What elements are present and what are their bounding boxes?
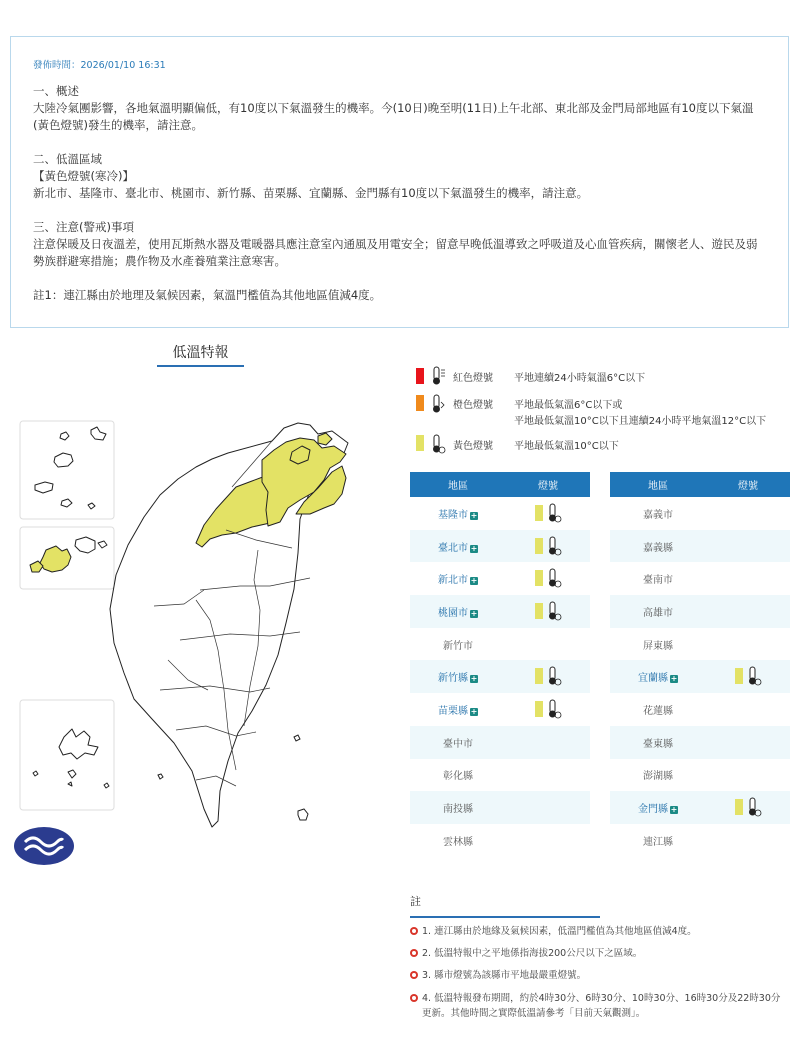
bullet-icon [410, 949, 418, 957]
expand-plus-icon[interactable]: + [470, 608, 478, 618]
table-row [610, 693, 790, 726]
section-overview-title: 一、概述 [33, 84, 79, 98]
region-name: 雲林縣 [443, 836, 473, 848]
region-cell [610, 693, 706, 726]
table-row [610, 562, 790, 595]
region-name: 嘉義縣 [643, 542, 673, 554]
table-row [610, 628, 790, 661]
region-name[interactable]: 桃園市 [438, 607, 468, 619]
column-header-region: 地區 [410, 472, 506, 497]
legend-yellow-swatch [416, 435, 424, 451]
region-name[interactable]: 基隆市 [438, 509, 468, 521]
legend-red-desc: 平地連續24小時氣溫6°C以下 [514, 373, 646, 384]
expand-plus-icon[interactable]: + [470, 674, 478, 684]
section-caution-body: 注意保暖及日夜溫差，使用瓦斯熱水器及電暖器具應注意室內通風及用電安全；留意早晚低溫導致之呼吸道及心血管疾病，關懷老人、遊民及弱勢族群避寒措施；農作物及水產養殖業注意寒害。 [33, 237, 758, 268]
column-header-signal: 燈號 [506, 472, 590, 497]
legend-yellow-label: 黃色燈號 [453, 441, 493, 452]
signal-cell [506, 497, 590, 530]
region-cell[interactable] [410, 497, 506, 530]
table-row [410, 824, 590, 857]
yellow-signal-swatch [535, 570, 543, 586]
legend-orange-desc-1: 平地最低氣溫6°C以下或 [514, 400, 623, 411]
region-cell[interactable] [410, 530, 506, 563]
legend-orange-swatch [416, 395, 424, 411]
signal-table-left [410, 472, 590, 857]
region-cell [610, 530, 706, 563]
bulletin-note: 註1：連江縣由於地理及氣候因素，氣溫門檻值為其他地區值減4度。 [33, 288, 382, 302]
signal-cell [706, 562, 790, 595]
map-title: 低溫特報 [157, 342, 244, 367]
signal-cell [706, 824, 790, 857]
signal-cell [506, 726, 590, 759]
legend-red-swatch [416, 368, 424, 384]
signal-cell [506, 660, 590, 693]
region-name: 彰化縣 [443, 771, 473, 783]
table-row [410, 595, 590, 628]
table-row [610, 726, 790, 759]
signal-cell [506, 791, 590, 824]
cwa-logo [13, 826, 75, 866]
thermometer-icon [546, 666, 562, 686]
notes-title: 註 [410, 893, 600, 918]
region-name: 臺南市 [643, 575, 673, 587]
signal-cell [706, 628, 790, 661]
table-row [410, 628, 590, 661]
expand-plus-icon[interactable]: + [470, 510, 478, 520]
region-name: 高雄市 [643, 607, 673, 619]
expand-plus-icon[interactable]: + [470, 543, 478, 553]
yellow-signal-swatch [535, 538, 543, 554]
thermometer-icon [546, 503, 562, 523]
region-cell[interactable] [410, 595, 506, 628]
signal-cell [706, 595, 790, 628]
signal-cell [506, 530, 590, 563]
table-row [610, 530, 790, 563]
bullet-icon [410, 994, 418, 1002]
table-row [410, 497, 590, 530]
thermometer-icon [430, 366, 446, 386]
table-row [410, 759, 590, 792]
region-cell [610, 726, 706, 759]
region-cell [410, 791, 506, 824]
note-item: 1. 連江縣由於地緣及氣候因素，低溫門檻值為其他地區值減4度。 [410, 924, 785, 939]
region-cell[interactable] [610, 791, 706, 824]
signal-cell [706, 791, 790, 824]
region-name: 連江縣 [643, 836, 673, 848]
issue-time: 發佈時間：2026/01/10 16:31 [33, 60, 166, 71]
thermometer-icon [546, 699, 562, 719]
signal-cell [706, 726, 790, 759]
signal-cell [706, 497, 790, 530]
section-area-subtitle: 【黃色燈號(寒冷)】 [33, 169, 134, 183]
region-cell [610, 759, 706, 792]
notes [410, 893, 790, 1019]
expand-plus-icon[interactable]: + [670, 674, 678, 684]
thermometer-icon [546, 568, 562, 588]
table-row [410, 693, 590, 726]
expand-plus-icon[interactable]: + [670, 805, 678, 815]
region-name[interactable]: 苗栗縣 [438, 705, 468, 717]
yellow-signal-swatch [535, 505, 543, 521]
region-name: 南投縣 [443, 804, 473, 816]
region-name[interactable]: 新北市 [438, 575, 468, 587]
region-name: 臺中市 [443, 738, 473, 750]
legend-orange-label: 橙色燈號 [453, 400, 493, 411]
legend-yellow-desc: 平地最低氣溫10°C以下 [514, 441, 619, 452]
region-cell[interactable] [410, 660, 506, 693]
legend-red-label: 紅色燈號 [453, 373, 493, 384]
expand-plus-icon[interactable]: + [470, 706, 478, 716]
table-row [610, 759, 790, 792]
thermometer-icon [430, 434, 446, 454]
signal-cell [506, 562, 590, 595]
table-row [610, 660, 790, 693]
region-name[interactable]: 臺北市 [438, 542, 468, 554]
region-cell [610, 824, 706, 857]
region-cell[interactable] [410, 562, 506, 595]
expand-plus-icon[interactable]: + [470, 576, 478, 586]
yellow-signal-swatch [735, 799, 743, 815]
bullet-icon [410, 927, 418, 935]
yellow-signal-swatch [535, 603, 543, 619]
island-liuqiu [158, 774, 163, 779]
section-caution-title: 三、注意(警戒)事項 [33, 220, 134, 234]
table-row [610, 595, 790, 628]
taiwan-map [0, 360, 400, 880]
inset-frame-penghu [20, 700, 114, 810]
region-name[interactable]: 金門縣 [638, 804, 668, 816]
region-name[interactable]: 新竹縣 [438, 673, 468, 685]
thermometer-icon [746, 666, 762, 686]
region-cell [410, 759, 506, 792]
column-header-signal: 燈號 [706, 472, 790, 497]
region-cell[interactable] [410, 693, 506, 726]
signal-cell [506, 824, 590, 857]
section-area-title: 二、低溫區域 [33, 152, 102, 166]
region-cell [410, 628, 506, 661]
table-row [410, 791, 590, 824]
table-row [410, 530, 590, 563]
thermometer-icon [746, 797, 762, 817]
yellow-signal-swatch [735, 668, 743, 684]
signal-table-right [610, 472, 790, 857]
yellow-signal-swatch [535, 668, 543, 684]
signal-cell [706, 530, 790, 563]
bulletin-panel [10, 36, 789, 328]
region-cell [610, 595, 706, 628]
region-name: 新竹市 [443, 640, 473, 652]
table-row [410, 660, 590, 693]
region-cell [610, 497, 706, 530]
region-name: 屏東縣 [643, 640, 673, 652]
island-green [294, 735, 300, 741]
signal-cell [506, 628, 590, 661]
note-item: 2. 低溫特報中之平地係指海拔200公尺以下之區域。 [410, 946, 785, 961]
signal-cell [506, 693, 590, 726]
note-item: 4. 低溫特報發布期間，約於4時30分、6時30分、10時30分、16時30分及22時30分更新。其他時間之實際低溫請參考「目前天氣觀測」。 [410, 991, 785, 1021]
table-row [410, 726, 590, 759]
thermometer-icon [430, 394, 446, 414]
region-cell [610, 562, 706, 595]
section-area-body: 新北市、基隆市、臺北市、桃園市、新竹縣、苗栗縣、宜蘭縣、金門縣有10度以下氣溫發生的機率，請注意。 [33, 186, 589, 200]
legend-orange-desc-2: 平地最低氣溫10°C以下且連續24小時平地氣溫12°C以下 [514, 416, 767, 427]
region-cell[interactable] [610, 660, 706, 693]
table-row [610, 824, 790, 857]
section-overview-body: 大陸冷氣團影響，各地氣溫明顯偏低，有10度以下氣溫發生的機率。今(10日)晚至明(11日)上午北部、東北部及金門局部地區有10度以下氣溫(黃色燈號)發生的機率，請注意。 [33, 101, 754, 132]
island-orchid [298, 809, 308, 820]
table-row [410, 562, 590, 595]
signal-cell [506, 595, 590, 628]
region-name: 花蓮縣 [643, 705, 673, 717]
region-name: 臺東縣 [643, 738, 673, 750]
thermometer-icon [546, 536, 562, 556]
region-cell [610, 628, 706, 661]
signal-cell [706, 759, 790, 792]
region-name[interactable]: 宜蘭縣 [638, 673, 668, 685]
signal-cell [506, 759, 590, 792]
region-cell [410, 726, 506, 759]
thermometer-icon [546, 601, 562, 621]
yellow-signal-swatch [535, 701, 543, 717]
region-cell [410, 824, 506, 857]
region-name: 澎湖縣 [643, 771, 673, 783]
column-header-region: 地區 [610, 472, 706, 497]
region-name: 嘉義市 [643, 509, 673, 521]
table-row [610, 791, 790, 824]
signal-cell [706, 693, 790, 726]
table-row [610, 497, 790, 530]
bullet-icon [410, 971, 418, 979]
signal-cell [706, 660, 790, 693]
note-item: 3. 縣市燈號為該縣市平地最嚴重燈號。 [410, 968, 785, 983]
